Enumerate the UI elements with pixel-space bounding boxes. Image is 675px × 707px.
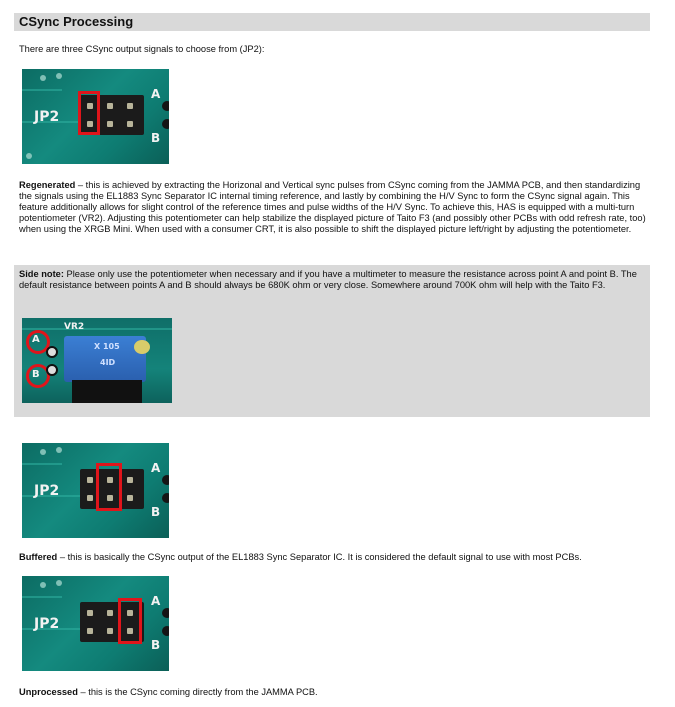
- buffered-paragraph: [19, 552, 649, 563]
- vr2-label: VR2: [64, 322, 85, 332]
- jp2-label: JP2: [34, 483, 60, 499]
- regenerated-text: – this is achieved by extracting the Horizonal and Vertical sync pulses from CSync coming from the JAMMA PCB, and then standardizing the signals using the EL1883 Sync Separator IC internal timing reference, and lastly by combining the H/V Sync to form the CSync signal again. This feature additionally allows for slight control of the reference times and pulse widths of the H/V Sync. To achieve this, HAS is equipped with a multi-turn potentiometer (VR2). Adjusting this potentiometer can help stabilize the displayed picture of Taito F3 (and possibly other PCBs with odd refresh rate, too) when using the XRGB Mini. When used with a consumer CRT, it is also possible to shift the displayed picture left/right by adjusting the potentiometer.: [19, 180, 646, 234]
- pot-label-b: B: [32, 369, 40, 380]
- jp2-label: JP2: [34, 109, 60, 125]
- label-b: B: [151, 131, 161, 145]
- jp2-photo-regenerated: [22, 69, 169, 164]
- section-header: [14, 13, 650, 31]
- intro-text: There are three CSync output signals to choose from (JP2):: [19, 44, 265, 54]
- side-note-term: Side note:: [19, 269, 64, 279]
- buffered-term: Buffered: [19, 552, 58, 562]
- side-note-text: Please only use the potentiometer when necessary and if you have a multimeter to measure the resistance across point A and point B. The default resistance between points A and B should always be 680K ohm or very close. Somewhere around 700K ohm will help with the Taito F3.: [19, 269, 637, 290]
- regenerated-paragraph: [19, 180, 649, 235]
- pot-label-a: A: [32, 334, 40, 345]
- regenerated-term: Regenerated: [19, 180, 76, 190]
- label-a: A: [151, 87, 161, 101]
- label-a: A: [151, 594, 161, 608]
- unprocessed-text: – this is the CSync coming directly from the JAMMA PCB.: [77, 687, 318, 697]
- side-note-paragraph: [19, 269, 645, 291]
- unprocessed-term: Unprocessed: [19, 687, 78, 697]
- jumper-highlight: [118, 598, 142, 644]
- jp2-label: JP2: [34, 616, 60, 632]
- buffered-text: – this is basically the CSync output of the EL1883 Sync Separator IC. It is considered the default signal to use with most PCBs.: [57, 552, 582, 562]
- section-title: CSync Processing: [19, 14, 134, 29]
- jumper-highlight: [96, 463, 122, 511]
- label-a: A: [151, 461, 161, 475]
- unprocessed-paragraph: [19, 687, 649, 698]
- jp2-photo-unprocessed: [22, 576, 169, 671]
- label-b: B: [151, 638, 161, 652]
- vr2-potentiometer-photo: VR2 X 105 4ID A B: [22, 318, 172, 403]
- jumper-highlight: [78, 91, 100, 135]
- jp2-photo-buffered: [22, 443, 169, 538]
- label-b: B: [151, 505, 161, 519]
